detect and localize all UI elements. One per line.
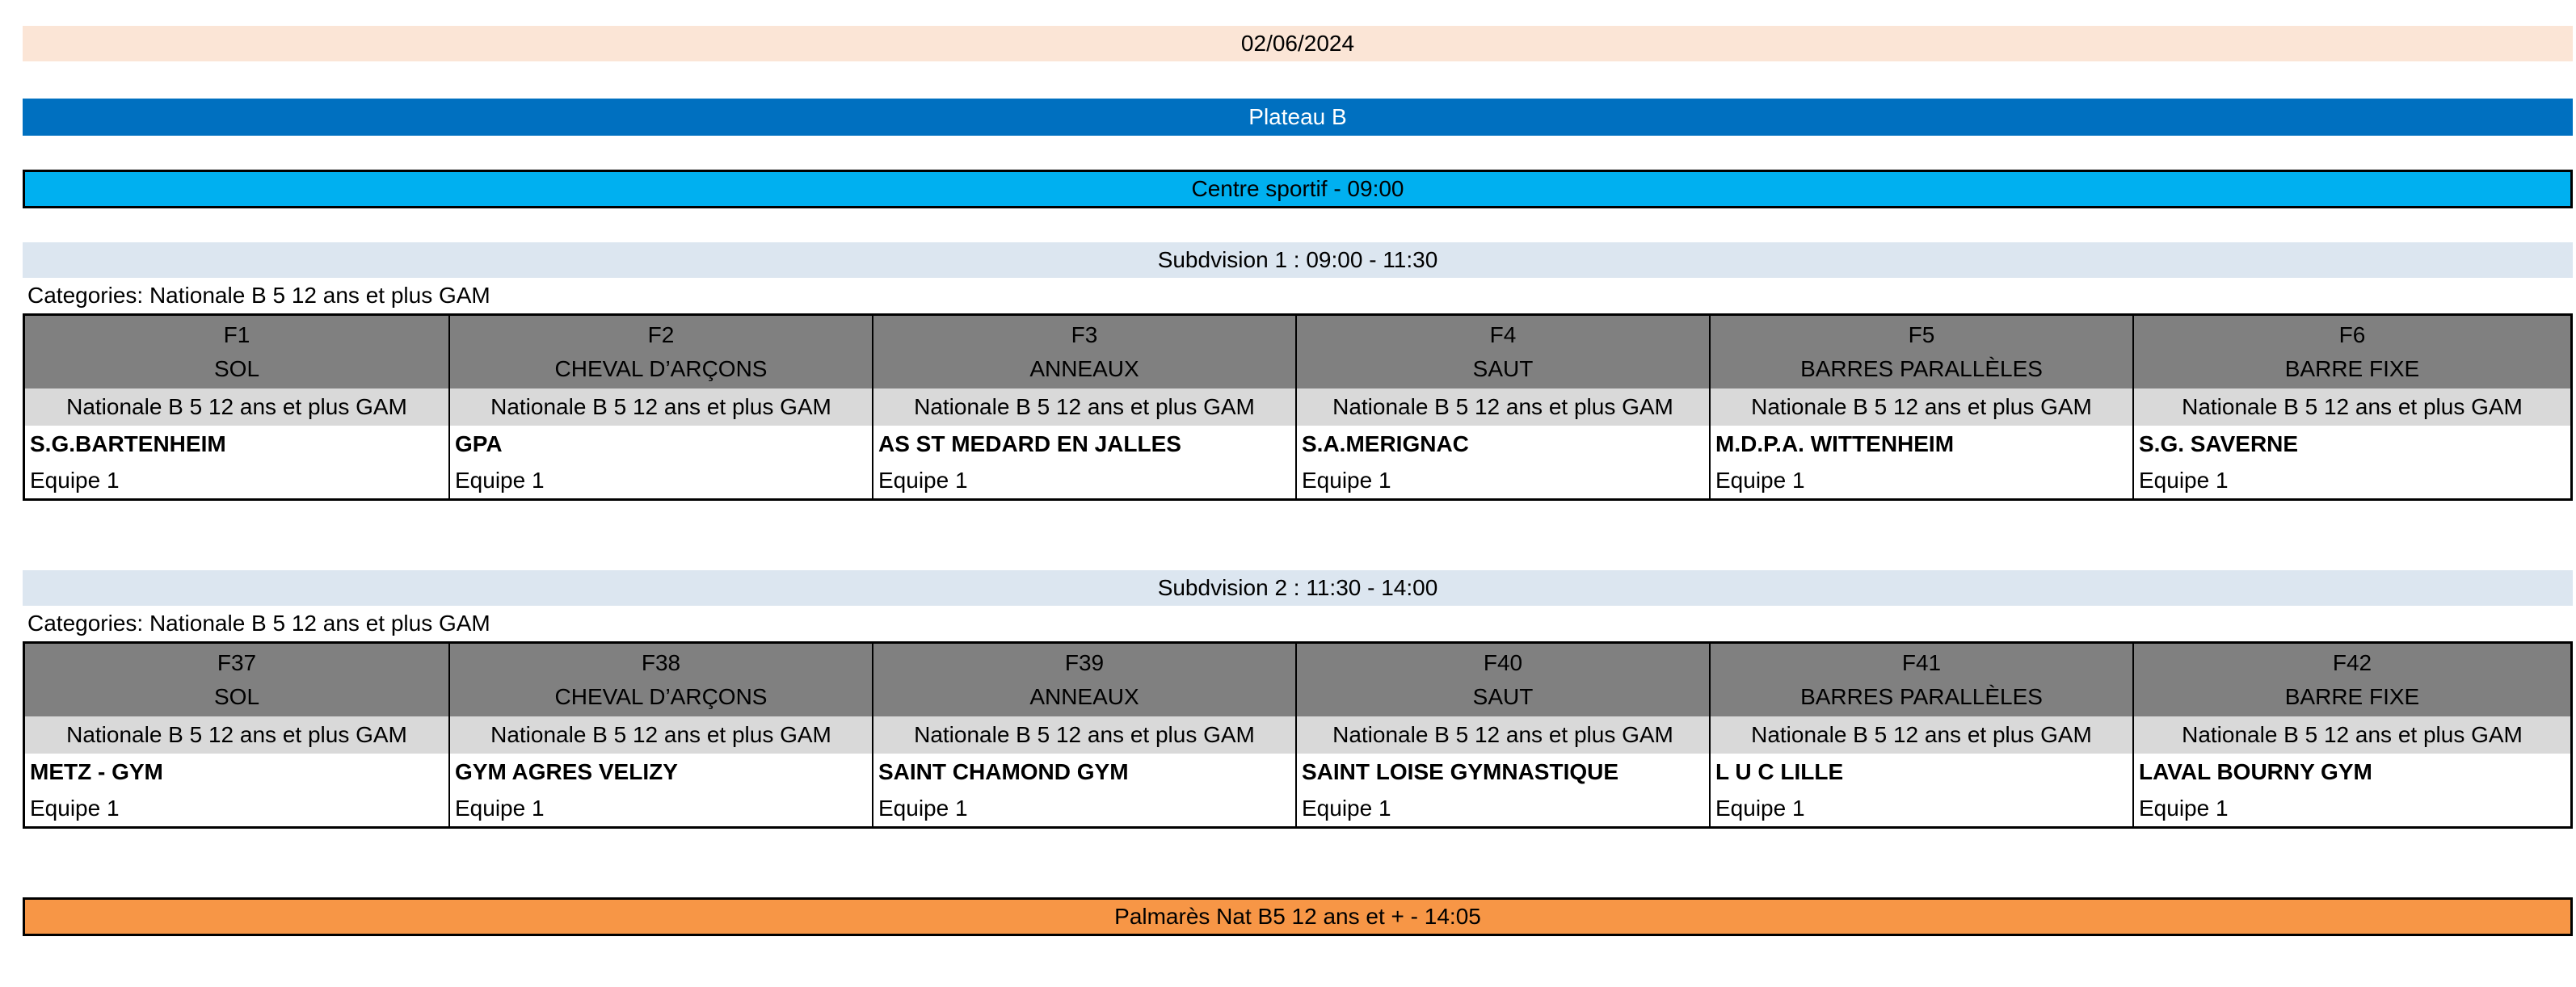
category-cell: Nationale B 5 12 ans et plus GAM: [1711, 388, 2132, 426]
apparatus-name: BARRE FIXE: [2284, 684, 2420, 709]
column-header: [2134, 644, 2570, 716]
column-header: [25, 316, 448, 388]
category-cell: Nationale B 5 12 ans et plus GAM: [450, 388, 872, 426]
club-cell: GYM AGRES VELIZY: [455, 759, 678, 784]
column-header: [1297, 316, 1709, 388]
column-header: [1711, 644, 2132, 716]
rotation-code: F6: [2338, 322, 2366, 347]
column-header: [1297, 644, 1709, 716]
team-cell: Equipe 1: [878, 468, 968, 493]
plateau-banner: [23, 99, 2573, 136]
rotation-code: F38: [641, 650, 681, 675]
club-cell: METZ - GYM: [30, 759, 163, 784]
rotation-column: [872, 316, 1295, 498]
subdivision-title: Subdvision 1 : 09:00 - 11:30: [1157, 247, 1438, 272]
subdivision-2-categories: Categories: Nationale B 5 12 ans et plus GAM: [27, 611, 490, 636]
club-cell: SAINT LOISE GYMNASTIQUE: [1302, 759, 1619, 784]
rotation-column: [25, 644, 448, 826]
team-cell: Equipe 1: [1302, 796, 1391, 821]
club-cell: SAINT CHAMOND GYM: [878, 759, 1129, 784]
category-cell: Nationale B 5 12 ans et plus GAM: [25, 716, 448, 754]
centre-text: Centre sportif - 09:00: [1191, 176, 1404, 201]
subdivision-title: Subdvision 2 : 11:30 - 14:00: [1157, 575, 1438, 600]
apparatus-name: CHEVAL D’ARÇONS: [554, 684, 768, 709]
subdivision-1-table: [23, 313, 2573, 501]
subdivision-2-banner: [23, 570, 2573, 606]
rotation-column: [1295, 316, 1709, 498]
apparatus-name: BARRES PARALLÈLES: [1800, 356, 2043, 381]
column-header: [25, 644, 448, 716]
club-cell: L U C LILLE: [1715, 759, 1844, 784]
category-cell: Nationale B 5 12 ans et plus GAM: [2134, 388, 2570, 426]
club-cell: S.G.BARTENHEIM: [30, 431, 226, 456]
rotation-code: F39: [1064, 650, 1105, 675]
column-header: [2134, 316, 2570, 388]
team-cell: Equipe 1: [455, 468, 545, 493]
category-cell: Nationale B 5 12 ans et plus GAM: [450, 716, 872, 754]
rotation-code: F41: [1901, 650, 1942, 675]
category-cell: Nationale B 5 12 ans et plus GAM: [1297, 716, 1709, 754]
centre-banner: [23, 170, 2573, 208]
category-cell: Nationale B 5 12 ans et plus GAM: [1711, 716, 2132, 754]
subdivision-1-banner: [23, 242, 2573, 278]
apparatus-name: SOL: [213, 356, 260, 381]
rotation-code: F4: [1489, 322, 1517, 347]
club-cell: M.D.P.A. WITTENHEIM: [1715, 431, 1955, 456]
apparatus-name: CHEVAL D’ARÇONS: [554, 356, 768, 381]
apparatus-name: SAUT: [1472, 684, 1534, 709]
column-header: [873, 644, 1295, 716]
rotation-code: F40: [1483, 650, 1523, 675]
rotation-column: [2132, 644, 2570, 826]
rotation-code: F3: [1071, 322, 1098, 347]
apparatus-name: ANNEAUX: [1029, 356, 1139, 381]
category-cell: Nationale B 5 12 ans et plus GAM: [25, 388, 448, 426]
team-cell: Equipe 1: [878, 796, 968, 821]
column-header: [873, 316, 1295, 388]
apparatus-name: SOL: [213, 684, 260, 709]
column-header: [1711, 316, 2132, 388]
rotation-column: [448, 644, 872, 826]
date-banner: [23, 26, 2573, 61]
rotation-code: F2: [647, 322, 675, 347]
team-cell: Equipe 1: [2139, 468, 2229, 493]
apparatus-name: ANNEAUX: [1029, 684, 1139, 709]
team-cell: Equipe 1: [30, 796, 120, 821]
rotation-column: [1709, 644, 2132, 826]
rotation-column: [2132, 316, 2570, 498]
plateau-text: Plateau B: [1248, 104, 1347, 129]
rotation-column: [1709, 316, 2132, 498]
column-header: [450, 644, 872, 716]
rotation-code: F37: [217, 650, 257, 675]
date-text: 02/06/2024: [1240, 31, 1355, 56]
club-cell: AS ST MEDARD EN JALLES: [878, 431, 1181, 456]
rotation-code: F42: [2332, 650, 2372, 675]
team-cell: Equipe 1: [1715, 468, 1805, 493]
club-cell: S.G. SAVERNE: [2139, 431, 2299, 456]
rotation-column: [1295, 644, 1709, 826]
club-cell: S.A.MERIGNAC: [1302, 431, 1469, 456]
club-cell: GPA: [455, 431, 503, 456]
rotation-column: [872, 644, 1295, 826]
rotation-column: [448, 316, 872, 498]
apparatus-name: SAUT: [1472, 356, 1534, 381]
category-cell: Nationale B 5 12 ans et plus GAM: [873, 716, 1295, 754]
apparatus-name: BARRES PARALLÈLES: [1800, 684, 2043, 709]
club-cell: LAVAL BOURNY GYM: [2139, 759, 2372, 784]
team-cell: Equipe 1: [455, 796, 545, 821]
column-header: [450, 316, 872, 388]
team-cell: Equipe 1: [2139, 796, 2229, 821]
rotation-code: F1: [223, 322, 250, 347]
subdivision-1-categories: Categories: Nationale B 5 12 ans et plus GAM: [27, 283, 490, 308]
palmares-banner: [23, 897, 2573, 936]
palmares-text: Palmarès Nat B5 12 ans et + - 14:05: [1114, 904, 1481, 929]
rotation-column: [25, 316, 448, 498]
team-cell: Equipe 1: [1715, 796, 1805, 821]
category-cell: Nationale B 5 12 ans et plus GAM: [2134, 716, 2570, 754]
team-cell: Equipe 1: [1302, 468, 1391, 493]
apparatus-name: BARRE FIXE: [2284, 356, 2420, 381]
category-cell: Nationale B 5 12 ans et plus GAM: [873, 388, 1295, 426]
category-cell: Nationale B 5 12 ans et plus GAM: [1297, 388, 1709, 426]
rotation-code: F5: [1908, 322, 1935, 347]
team-cell: Equipe 1: [30, 468, 120, 493]
subdivision-2-table: [23, 641, 2573, 829]
